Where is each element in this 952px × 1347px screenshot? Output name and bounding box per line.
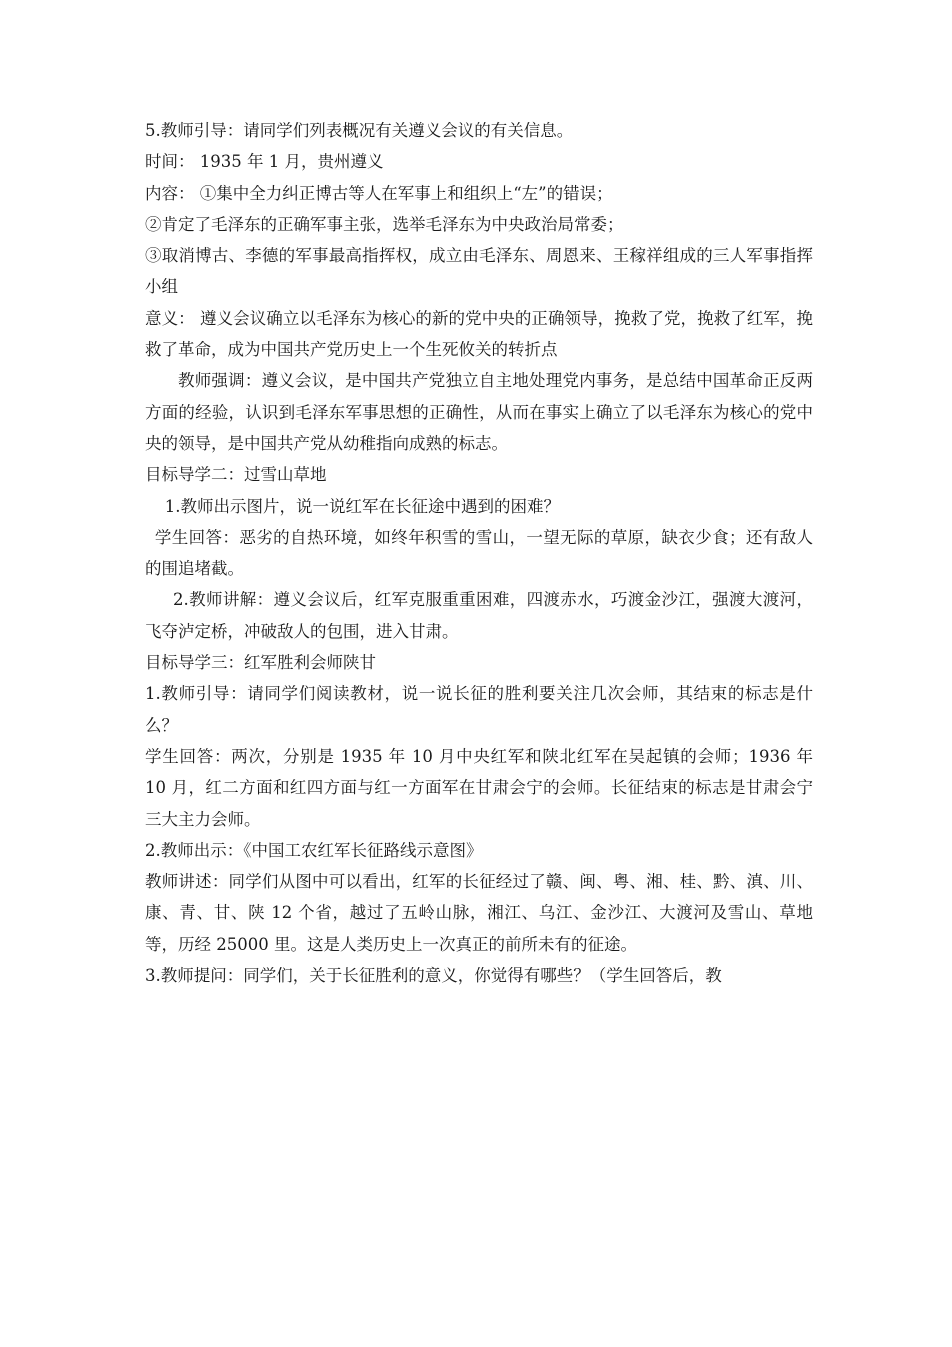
paragraph-significance: 意义： 遵义会议确立以毛泽东为核心的新的党中央的正确领导，挽救了党，挽救了红军，挽救了革命，成为中国共产党历史上一个生死攸关的转折点 — [145, 308, 813, 360]
paragraph-teacher-guide-5: 5.教师引导：请同学们列表概况有关遵义会议的有关信息。 — [145, 121, 574, 140]
paragraph-content-item-2: ②肯定了毛泽东的正确军事主张，选举毛泽东为中央政治局常委； — [145, 214, 624, 234]
paragraph-teacher-shows-map: 2.教师出示：《中国工农红军长征路线示意图》 — [145, 840, 483, 860]
paragraph-time: 时间： 1935 年 1 月，贵州遵义 — [145, 152, 384, 172]
heading-goal-2: 目标导学二：过雪山草地 — [145, 465, 327, 485]
paragraph-content-item-3: ③取消博古、李德的军事最高指挥权，成立由毛泽东、周恩来、王稼祥组成的三人军事指挥小组 — [145, 246, 813, 297]
paragraph-student-answer-difficulties: 学生回答：恶劣的自热环境，如终年积雪的雪山，一望无际的草原，缺衣少食；还有敌人的围追堵截。 — [145, 527, 813, 579]
paragraph-teacher-guide-reading: 1.教师引导：请同学们阅读教材，说一说长征的胜利要关注几次会师，其结束的标志是什么？ — [145, 684, 813, 735]
paragraph-student-answer-meetings: 学生回答：两次，分别是 1935 年 10 月中央红军和陕北红军在吴起镇的会师；1936 年 10 月，红二方面和红四方面与红一方面军在甘肃会宁的会师。长征结束的标志是甘肃会宁三大主力会师。 — [145, 746, 813, 829]
paragraph-teacher-asks: 3.教师提问：同学们，关于长征胜利的意义，你觉得有哪些？（学生回答后，教 — [145, 966, 722, 986]
document-page — [145, 115, 813, 991]
paragraph-teacher-shows-picture: 1.教师出示图片，说一说红军在长征途中遇到的困难？ — [164, 496, 561, 516]
paragraph-content: 内容： ①集中全力纠正博古等人在军事上和组织上“左”的错误； — [145, 183, 613, 203]
paragraph-teacher-narrates: 教师讲述：同学们从图中可以看出，红军的长征经过了赣、闽、粤、湘、桂、黔、滇、川、康、青、甘、陕 12 个省，越过了五岭山脉，湘江、乌江、金沙江、大渡河及雪山、草地等，历经 25000 里。这是人类历史上一次真正的前所未有的征途。 — [145, 872, 813, 954]
paragraph-teacher-explains: 2.教师讲解：遵义会议后，红军克服重重困难，四渡赤水，巧渡金沙江，强渡大渡河，飞夺泸定桥，冲破敌人的包围，进入甘肃。 — [145, 590, 813, 641]
heading-goal-3: 目标导学三：红军胜利会师陕甘 — [145, 653, 376, 673]
paragraph-teacher-emphasis: 教师强调：遵义会议，是中国共产党独立自主地处理党内事务，是总结中国革命正反两方面的经验，认识到毛泽东军事思想的正确性，从而在事实上确立了以毛泽东为核心的党中央的领导，是中国共产党从幼稚指向成熟的标志。 — [145, 371, 813, 453]
